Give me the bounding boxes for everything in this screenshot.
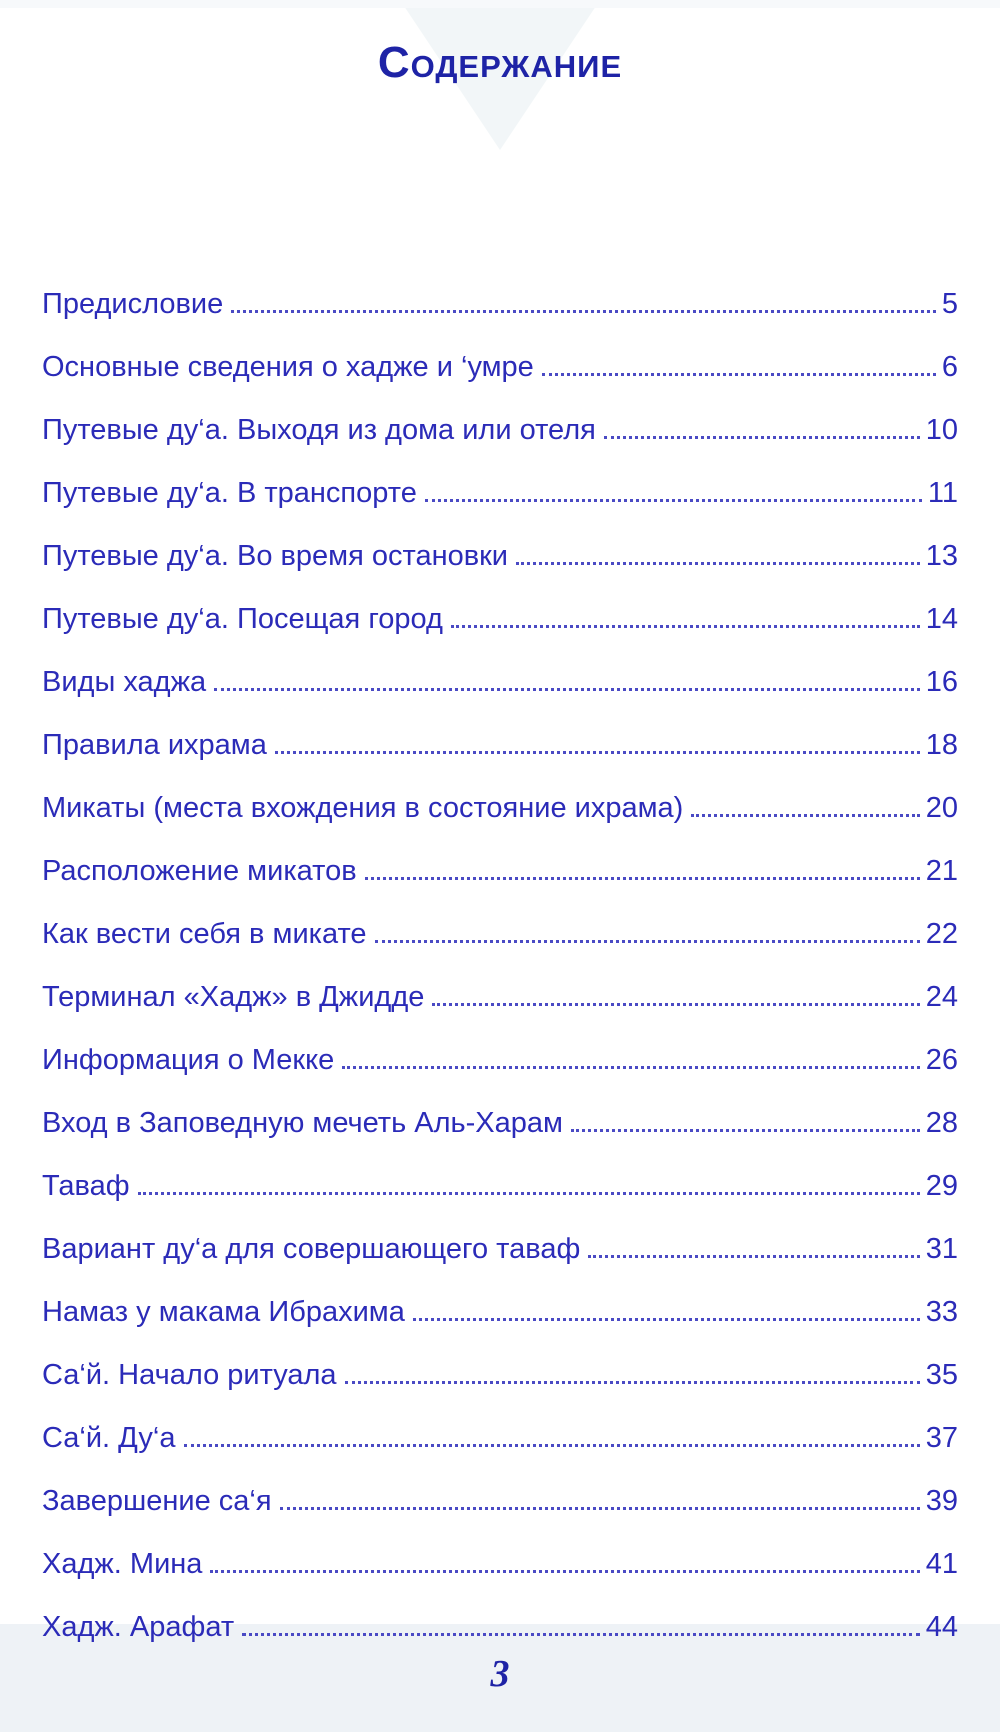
dot-leader <box>588 1255 919 1258</box>
toc-entry <box>42 258 958 321</box>
dot-leader <box>375 940 920 943</box>
toc-entry-page: 44 <box>925 1611 958 1643</box>
dot-leader <box>425 499 922 502</box>
toc-entry-title: Правила ихрама <box>42 729 267 761</box>
toc-entry <box>42 825 958 888</box>
dot-leader <box>516 562 920 565</box>
toc-entry <box>42 1581 958 1644</box>
toc-entry-title: Путевые ду‘а. Выходя из дома или отеля <box>42 414 596 446</box>
dot-leader <box>138 1192 920 1195</box>
toc-entry-page: 26 <box>925 1044 958 1076</box>
toc-entry <box>42 951 958 1014</box>
page-number: 3 <box>490 1653 510 1695</box>
dot-leader <box>365 877 920 880</box>
toc-entry <box>42 510 958 573</box>
toc-entry <box>42 1518 958 1581</box>
dot-leader <box>280 1507 920 1510</box>
dot-leader <box>451 625 920 628</box>
toc-entry <box>42 384 958 447</box>
dot-leader <box>571 1129 920 1132</box>
toc-entry-page: 6 <box>941 351 958 383</box>
toc-entry <box>42 1077 958 1140</box>
toc-entry-title: Са‘й. Ду‘а <box>42 1422 176 1454</box>
dot-leader <box>345 1381 920 1384</box>
toc-entry-page: 37 <box>925 1422 958 1454</box>
toc-entry-page: 20 <box>925 792 958 824</box>
toc-entry <box>42 1266 958 1329</box>
toc-entry <box>42 447 958 510</box>
toc-entry-page: 41 <box>925 1548 958 1580</box>
dot-leader <box>604 436 920 439</box>
toc-entry-title: Путевые ду‘а. В транспорте <box>42 477 417 509</box>
toc-entry-page: 14 <box>925 603 958 635</box>
toc-entry-title: Как вести себя в микате <box>42 918 367 950</box>
dot-leader <box>432 1003 919 1006</box>
toc-entry <box>42 1329 958 1392</box>
toc-entry <box>42 1392 958 1455</box>
dot-leader <box>542 373 936 376</box>
toc-entry-page: 10 <box>925 414 958 446</box>
toc-entry-title: Хадж. Мина <box>42 1548 203 1580</box>
toc-entry <box>42 699 958 762</box>
toc-entry-page: 18 <box>925 729 958 761</box>
toc-entry-title: Путевые ду‘а. Во время остановки <box>42 540 509 572</box>
toc-entry <box>42 1455 958 1518</box>
toc-entry-page: 28 <box>925 1107 958 1139</box>
dot-leader <box>691 814 919 817</box>
toc-entry-title: Информация о Мекке <box>42 1044 335 1076</box>
toc-entry-title: Путевые ду‘а. Посещая город <box>42 603 443 635</box>
toc-entry <box>42 636 958 699</box>
toc-entry-title: Виды хаджа <box>42 666 207 698</box>
toc-entry-page: 5 <box>941 288 958 320</box>
toc-entry-page: 13 <box>925 540 958 572</box>
toc-entry-title: Микаты (места вхождения в состояние ихрама) <box>42 792 684 824</box>
toc-entry-title: Завершение са‘я <box>42 1485 272 1517</box>
dot-leader <box>342 1066 919 1069</box>
toc-entry-title: Основные сведения о хадже и ‘умре <box>42 351 534 383</box>
dot-leader <box>231 310 936 313</box>
toc-entry-title: Вариант ду‘а для совершающего таваф <box>42 1233 581 1265</box>
toc-entry-page: 16 <box>925 666 958 698</box>
toc-entry-page: 35 <box>925 1359 958 1391</box>
toc-entry <box>42 888 958 951</box>
toc-entry-page: 24 <box>925 981 958 1013</box>
toc-entry-title: Са‘й. Начало ритуала <box>42 1359 337 1391</box>
toc-entry-page: 21 <box>925 855 958 887</box>
toc-entry <box>42 1014 958 1077</box>
toc-entry-page: 31 <box>925 1233 958 1265</box>
table-of-contents <box>42 258 958 1644</box>
toc-entry-page: 33 <box>925 1296 958 1328</box>
toc-entry-title: Расположение микатов <box>42 855 357 887</box>
toc-entry-title: Терминал «Хадж» в Джидде <box>42 981 425 1013</box>
toc-entry <box>42 1140 958 1203</box>
toc-entry-title: Хадж. Арафат <box>42 1611 235 1643</box>
toc-entry-title: Намаз у макама Ибрахима <box>42 1296 405 1328</box>
page-title: Содержание <box>377 38 623 87</box>
toc-entry-title: Вход в Заповедную мечеть Аль-Харам <box>42 1107 563 1139</box>
dot-leader <box>184 1444 920 1447</box>
toc-entry-title: Предисловие <box>42 288 224 320</box>
toc-entry-page: 29 <box>925 1170 958 1202</box>
toc-entry <box>42 762 958 825</box>
toc-entry-title: Таваф <box>42 1170 130 1202</box>
toc-entry <box>42 321 958 384</box>
dot-leader <box>242 1633 920 1636</box>
toc-entry <box>42 1203 958 1266</box>
dot-leader <box>275 751 920 754</box>
toc-entry-page: 11 <box>927 477 958 509</box>
dot-leader <box>214 688 920 691</box>
toc-entry <box>42 573 958 636</box>
toc-entry-page: 22 <box>925 918 958 950</box>
dot-leader <box>210 1570 919 1573</box>
dot-leader <box>413 1318 920 1321</box>
toc-entry-page: 39 <box>925 1485 958 1517</box>
